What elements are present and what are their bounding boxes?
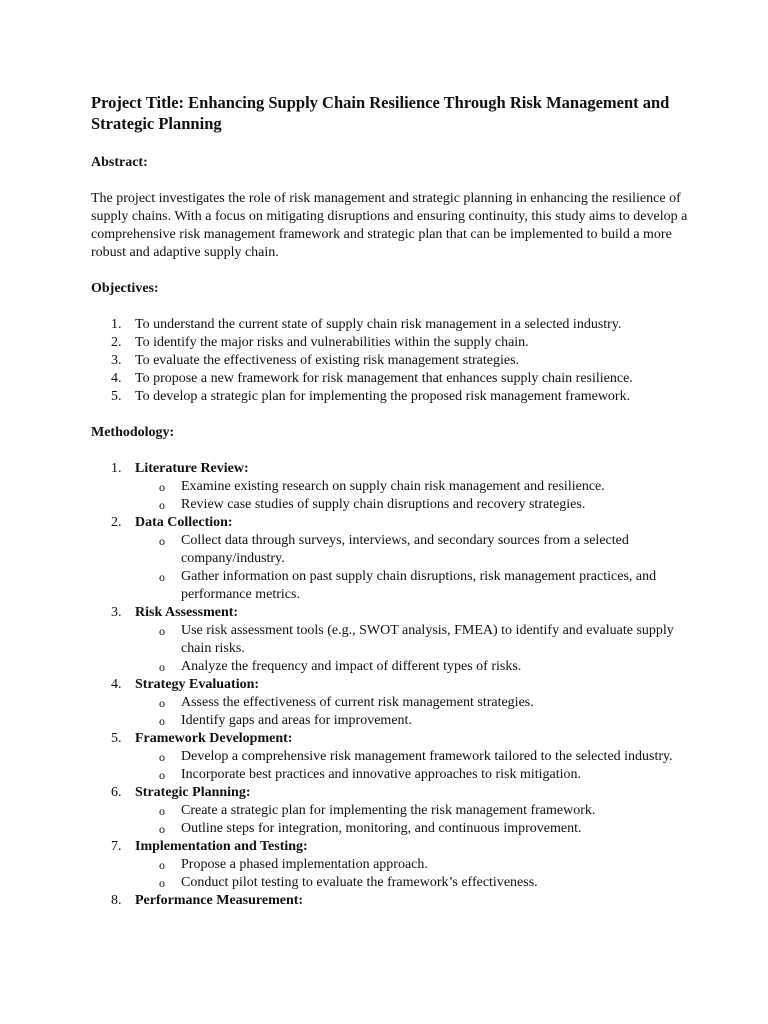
methodology-substeps [135, 478, 691, 514]
methodology-step-number: 7. [111, 839, 122, 854]
objectives-list [91, 316, 691, 406]
objective-number: 1. [111, 317, 122, 332]
hollow-bullet-icon: o [159, 714, 165, 728]
methodology-substep-text: Assess the effectiveness of current risk management strategies. [181, 695, 534, 710]
objective-number: 5. [111, 389, 122, 404]
hollow-bullet-icon: o [159, 750, 165, 764]
objectives-heading: Objectives: [91, 281, 159, 296]
methodology-step-number: 3. [111, 605, 122, 620]
methodology-substep-text: Conduct pilot testing to evaluate the framework’s effectiveness. [181, 875, 538, 890]
methodology-step-label: Performance Measurement: [135, 893, 304, 908]
hollow-bullet-icon: o [159, 498, 165, 512]
objective-item [91, 352, 691, 370]
methodology-substep-text: Incorporate best practices and innovative approaches to risk mitigation. [181, 767, 582, 782]
methodology-substep-text: Examine existing research on supply chain risk management and resilience. [181, 479, 605, 494]
hollow-bullet-icon: o [159, 624, 165, 638]
document-page [91, 92, 691, 910]
methodology-list [91, 460, 691, 910]
methodology-step-label: Strategic Planning: [135, 785, 251, 800]
methodology-substep [135, 496, 691, 514]
methodology-step [91, 676, 691, 730]
methodology-step-number: 2. [111, 515, 122, 530]
methodology-substep [135, 802, 691, 820]
methodology-substep [135, 856, 691, 874]
objective-text: To evaluate the effectiveness of existing risk management strategies. [135, 353, 520, 368]
objective-item [91, 334, 691, 352]
hollow-bullet-icon: o [159, 768, 165, 782]
methodology-substep-text: Outline steps for integration, monitoring, and continuous improvement. [181, 821, 582, 836]
objective-text: To identify the major risks and vulnerabilities within the supply chain. [135, 335, 529, 350]
methodology-step-label: Framework Development: [135, 731, 293, 746]
hollow-bullet-icon: o [159, 696, 165, 710]
objective-number: 3. [111, 353, 122, 368]
methodology-substep [135, 820, 691, 838]
methodology-step [91, 892, 691, 910]
objective-text: To develop a strategic plan for implementing the proposed risk management framework. [135, 389, 631, 404]
methodology-step-label: Strategy Evaluation: [135, 677, 260, 692]
methodology-substep [135, 712, 691, 730]
methodology-step-label: Implementation and Testing: [135, 839, 308, 854]
hollow-bullet-icon: o [159, 876, 165, 890]
objective-text: To propose a new framework for risk management that enhances supply chain resilience. [135, 371, 633, 386]
hollow-bullet-icon: o [159, 534, 165, 548]
methodology-substep [135, 478, 691, 496]
methodology-step [91, 514, 691, 604]
project-title: Project Title: Enhancing Supply Chain Resilience Through Risk Management and Strategic Planning [91, 93, 670, 133]
objective-number: 2. [111, 335, 122, 350]
methodology-substep-text: Use risk assessment tools (e.g., SWOT analysis, FMEA) to identify and evaluate supply chain risks. [181, 623, 674, 656]
methodology-step-label: Risk Assessment: [135, 605, 239, 620]
methodology-substep-text: Gather information on past supply chain disruptions, risk management practices, and performance metrics. [181, 569, 657, 602]
abstract-heading: Abstract: [91, 155, 148, 170]
methodology-substep-text: Analyze the frequency and impact of different types of risks. [181, 659, 522, 674]
methodology-substep [135, 766, 691, 784]
methodology-substep-text: Propose a phased implementation approach. [181, 857, 428, 872]
objective-item [91, 388, 691, 406]
methodology-substep-text: Identify gaps and areas for improvement. [181, 713, 412, 728]
methodology-substeps [135, 694, 691, 730]
methodology-heading: Methodology: [91, 425, 175, 440]
methodology-substep [135, 532, 691, 568]
methodology-substep [135, 694, 691, 712]
methodology-step [91, 460, 691, 514]
hollow-bullet-icon: o [159, 822, 165, 836]
methodology-substep-text: Review case studies of supply chain disruptions and recovery strategies. [181, 497, 586, 512]
methodology-substeps [135, 856, 691, 892]
methodology-step-number: 6. [111, 785, 122, 800]
methodology-step-number: 8. [111, 893, 122, 908]
methodology-step-number: 4. [111, 677, 122, 692]
hollow-bullet-icon: o [159, 570, 165, 584]
methodology-step [91, 604, 691, 676]
objective-number: 4. [111, 371, 122, 386]
hollow-bullet-icon: o [159, 858, 165, 872]
objective-text: To understand the current state of supply chain risk management in a selected industry. [135, 317, 622, 332]
hollow-bullet-icon: o [159, 480, 165, 494]
methodology-substep-text: Develop a comprehensive risk management framework tailored to the selected industry. [181, 749, 673, 764]
methodology-step-label: Literature Review: [135, 461, 249, 476]
hollow-bullet-icon: o [159, 804, 165, 818]
methodology-substep [135, 658, 691, 676]
methodology-step [91, 838, 691, 892]
methodology-step-number: 5. [111, 731, 122, 746]
methodology-substep [135, 622, 691, 658]
abstract-text: The project investigates the role of risk management and strategic planning in enhancing the resilience of supply chains. With a focus on mitigating disruptions and ensuring continuity, this study aims to develop a comprehensive risk management framework and strategic plan that can be implemented to build a more robust and adaptive supply chain. [91, 191, 688, 260]
objective-item [91, 370, 691, 388]
methodology-step-number: 1. [111, 461, 122, 476]
methodology-step [91, 784, 691, 838]
hollow-bullet-icon: o [159, 660, 165, 674]
methodology-substep-text: Collect data through surveys, interviews, and secondary sources from a selected company/industry. [181, 533, 629, 566]
methodology-substep [135, 568, 691, 604]
methodology-substeps [135, 622, 691, 676]
methodology-substep [135, 748, 691, 766]
methodology-substeps [135, 532, 691, 604]
objective-item [91, 316, 691, 334]
methodology-substeps [135, 802, 691, 838]
methodology-substeps [135, 748, 691, 784]
methodology-substep [135, 874, 691, 892]
methodology-step-label: Data Collection: [135, 515, 233, 530]
methodology-substep-text: Create a strategic plan for implementing the risk management framework. [181, 803, 596, 818]
methodology-step [91, 730, 691, 784]
